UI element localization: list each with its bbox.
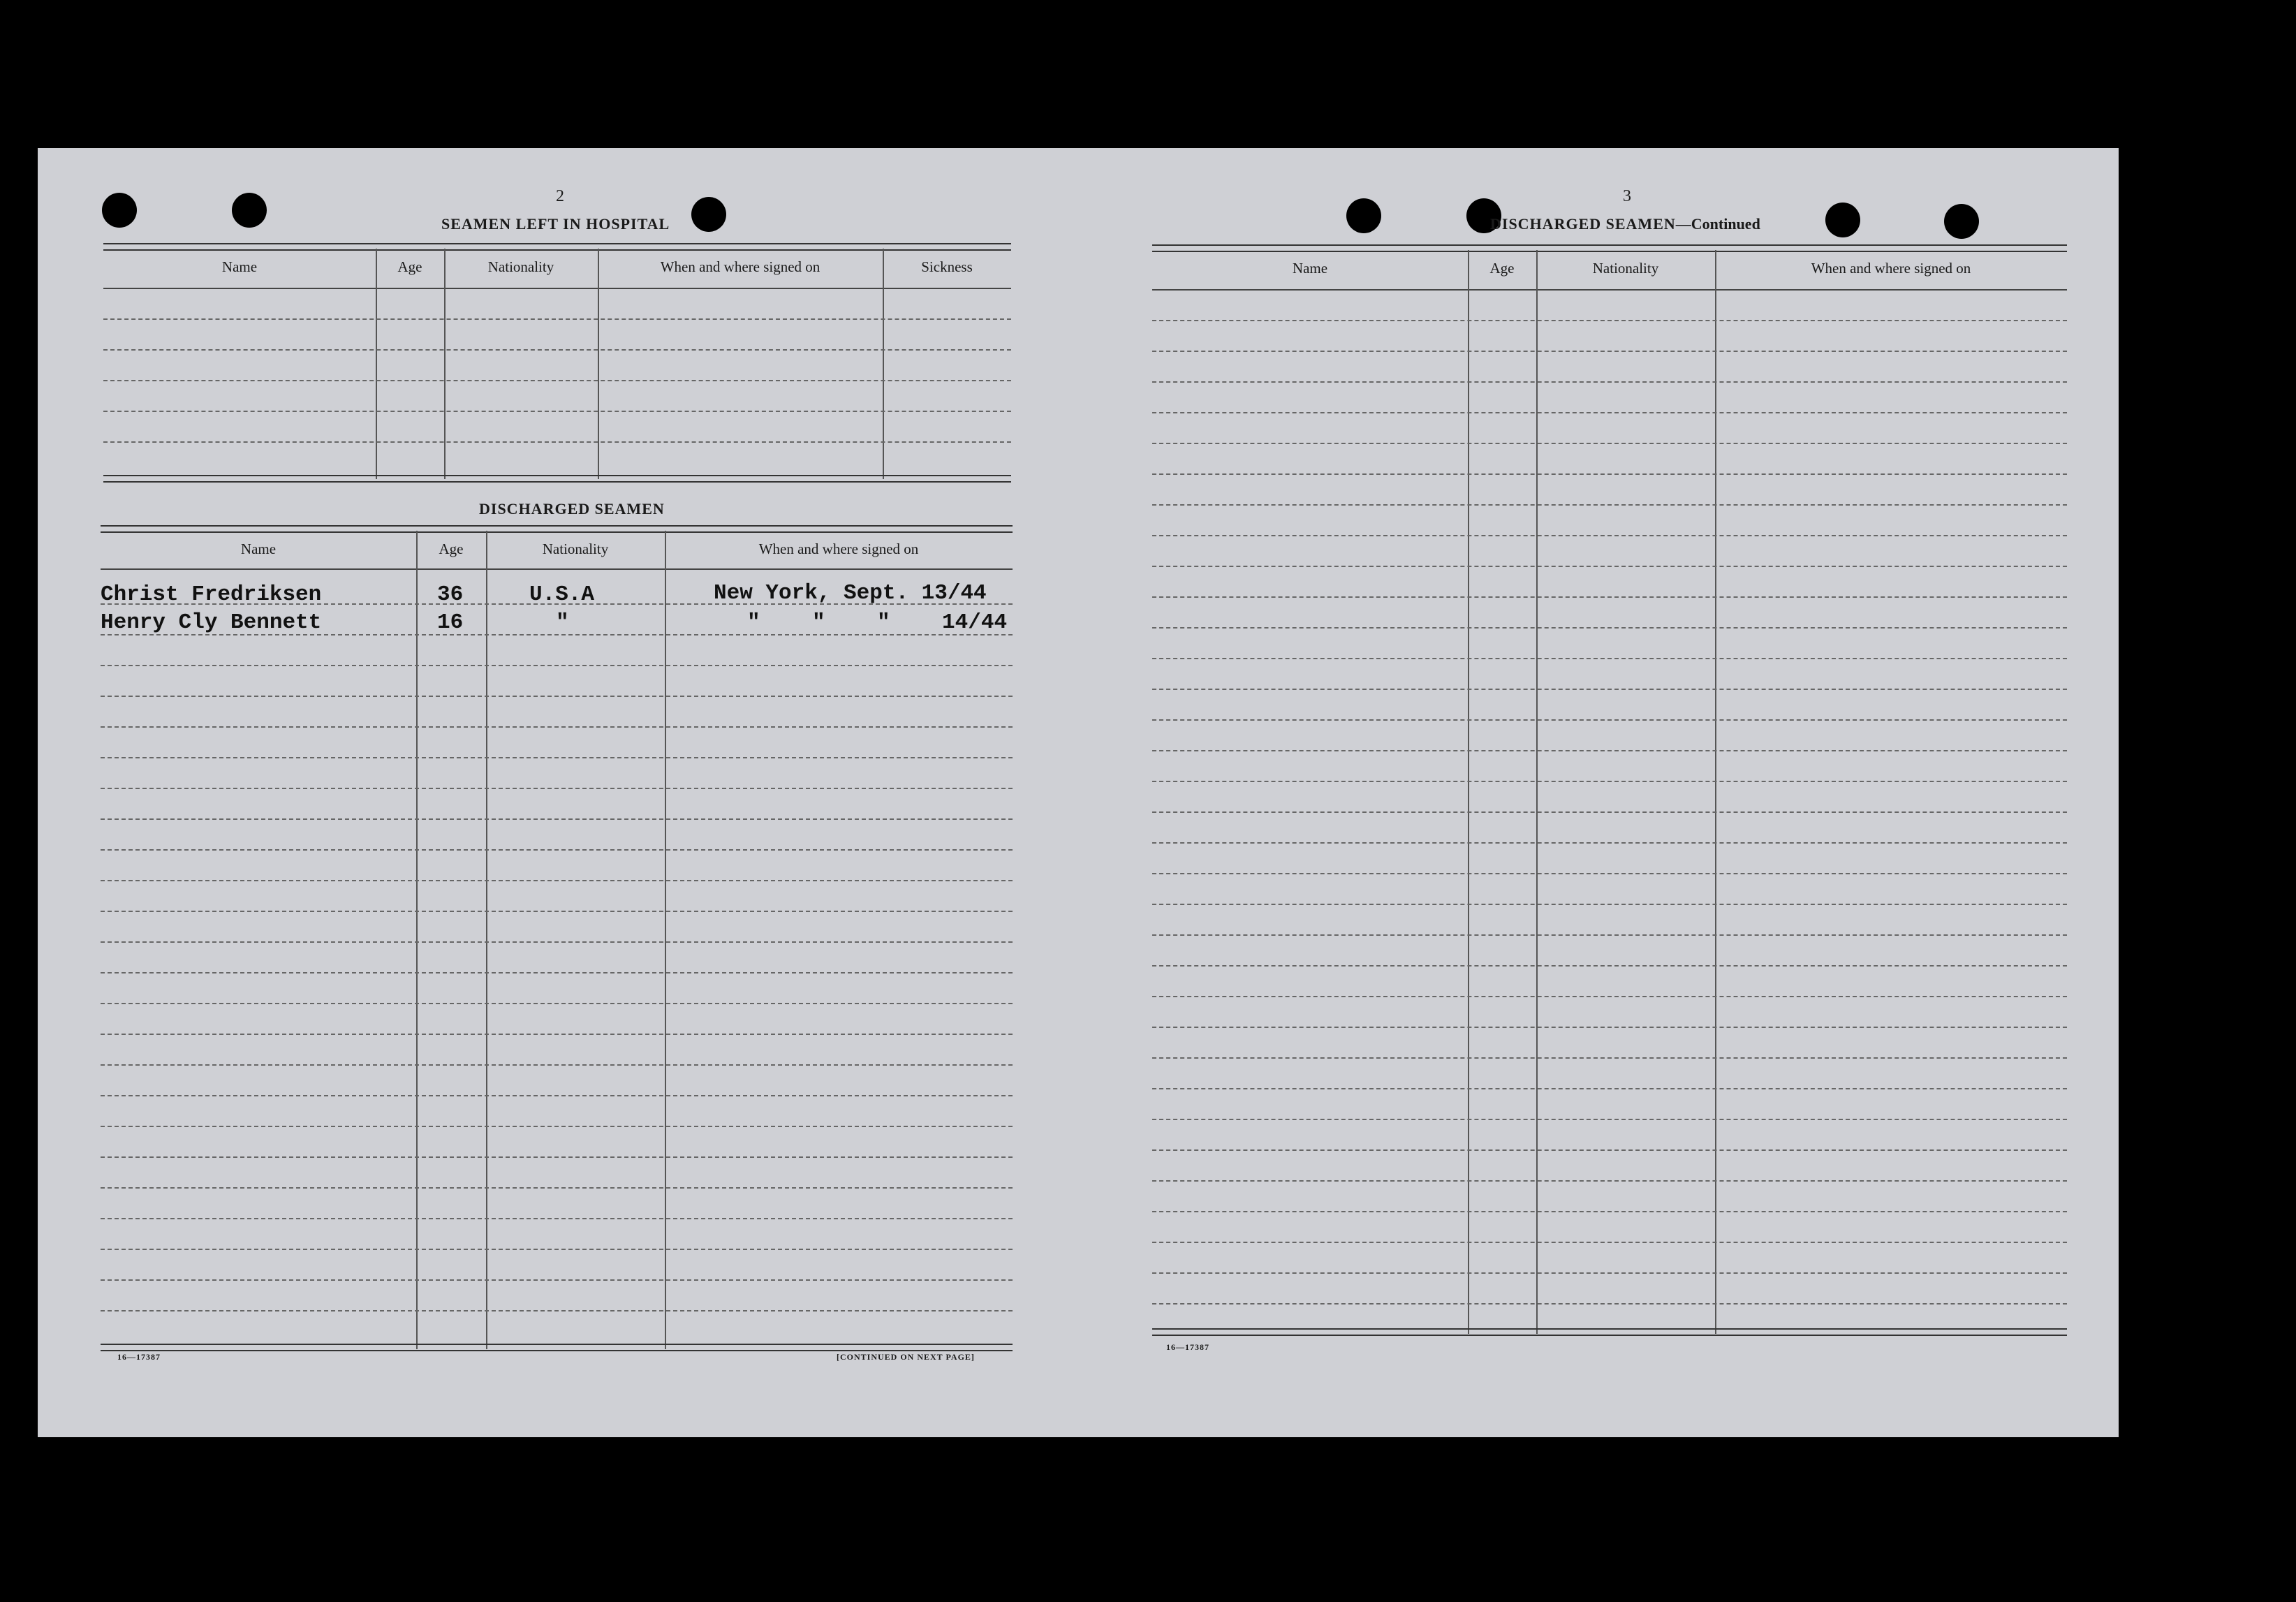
- hospital-section-title: SEAMEN LEFT IN HOSPITAL: [441, 215, 670, 233]
- col-header-name: Name: [240, 541, 277, 557]
- form-number-left: 16—17387: [117, 1352, 161, 1362]
- continued-note: [CONTINUED ON NEXT PAGE]: [837, 1352, 975, 1362]
- col-header-age: Age: [1489, 260, 1515, 277]
- table-row-2-nationality: ": [556, 610, 569, 635]
- punch-hole: [1825, 203, 1860, 237]
- document-sheet: [38, 148, 2119, 1437]
- col-header-age: Age: [439, 541, 464, 557]
- col-header-sickness: Sickness: [921, 258, 973, 275]
- col-header-age: Age: [397, 258, 422, 275]
- punch-hole: [232, 193, 267, 228]
- col-header-signed-on: When and where signed on: [660, 258, 820, 275]
- form-number-right: 16—17387: [1166, 1342, 1209, 1352]
- page-number-left: 2: [556, 187, 564, 205]
- col-header-nationality: Nationality: [487, 258, 554, 275]
- punch-hole: [1346, 198, 1381, 233]
- col-header-signed-on: When and where signed on: [1811, 260, 1971, 277]
- table-row-2-signed-on: " " " 14/44: [747, 610, 1008, 635]
- discharged-section-title: DISCHARGED SEAMEN: [479, 500, 665, 517]
- discharged-continued-title-text: DISCHARGED SEAMEN: [1490, 215, 1676, 233]
- discharged-table: [101, 525, 1013, 1349]
- col-header-signed-on: When and where signed on: [758, 541, 919, 557]
- col-header-name: Name: [221, 258, 258, 275]
- table-row-1-age: 36: [437, 582, 464, 607]
- discharged-continued-table: [1152, 244, 2067, 1334]
- col-header-name: Name: [1292, 260, 1328, 277]
- col-header-nationality: Nationality: [542, 541, 609, 557]
- page-number-right: 3: [1623, 187, 1631, 205]
- table-row-1-signed-on: New York, Sept. 13/44: [714, 581, 987, 605]
- table-row-2-age: 16: [437, 610, 464, 635]
- table-row-1-name: Christ Fredriksen: [101, 582, 322, 607]
- continued-suffix: —Continued: [1675, 215, 1760, 233]
- table-row-1-nationality: U.S.A: [529, 582, 595, 607]
- punch-hole: [691, 197, 726, 232]
- col-header-nationality: Nationality: [1592, 260, 1659, 277]
- punch-hole: [1944, 204, 1979, 239]
- discharged-continued-title: [1490, 215, 1760, 233]
- hospital-table: [103, 243, 1011, 479]
- punch-hole: [102, 193, 137, 228]
- table-row-2-name: Henry Cly Bennett: [101, 610, 322, 635]
